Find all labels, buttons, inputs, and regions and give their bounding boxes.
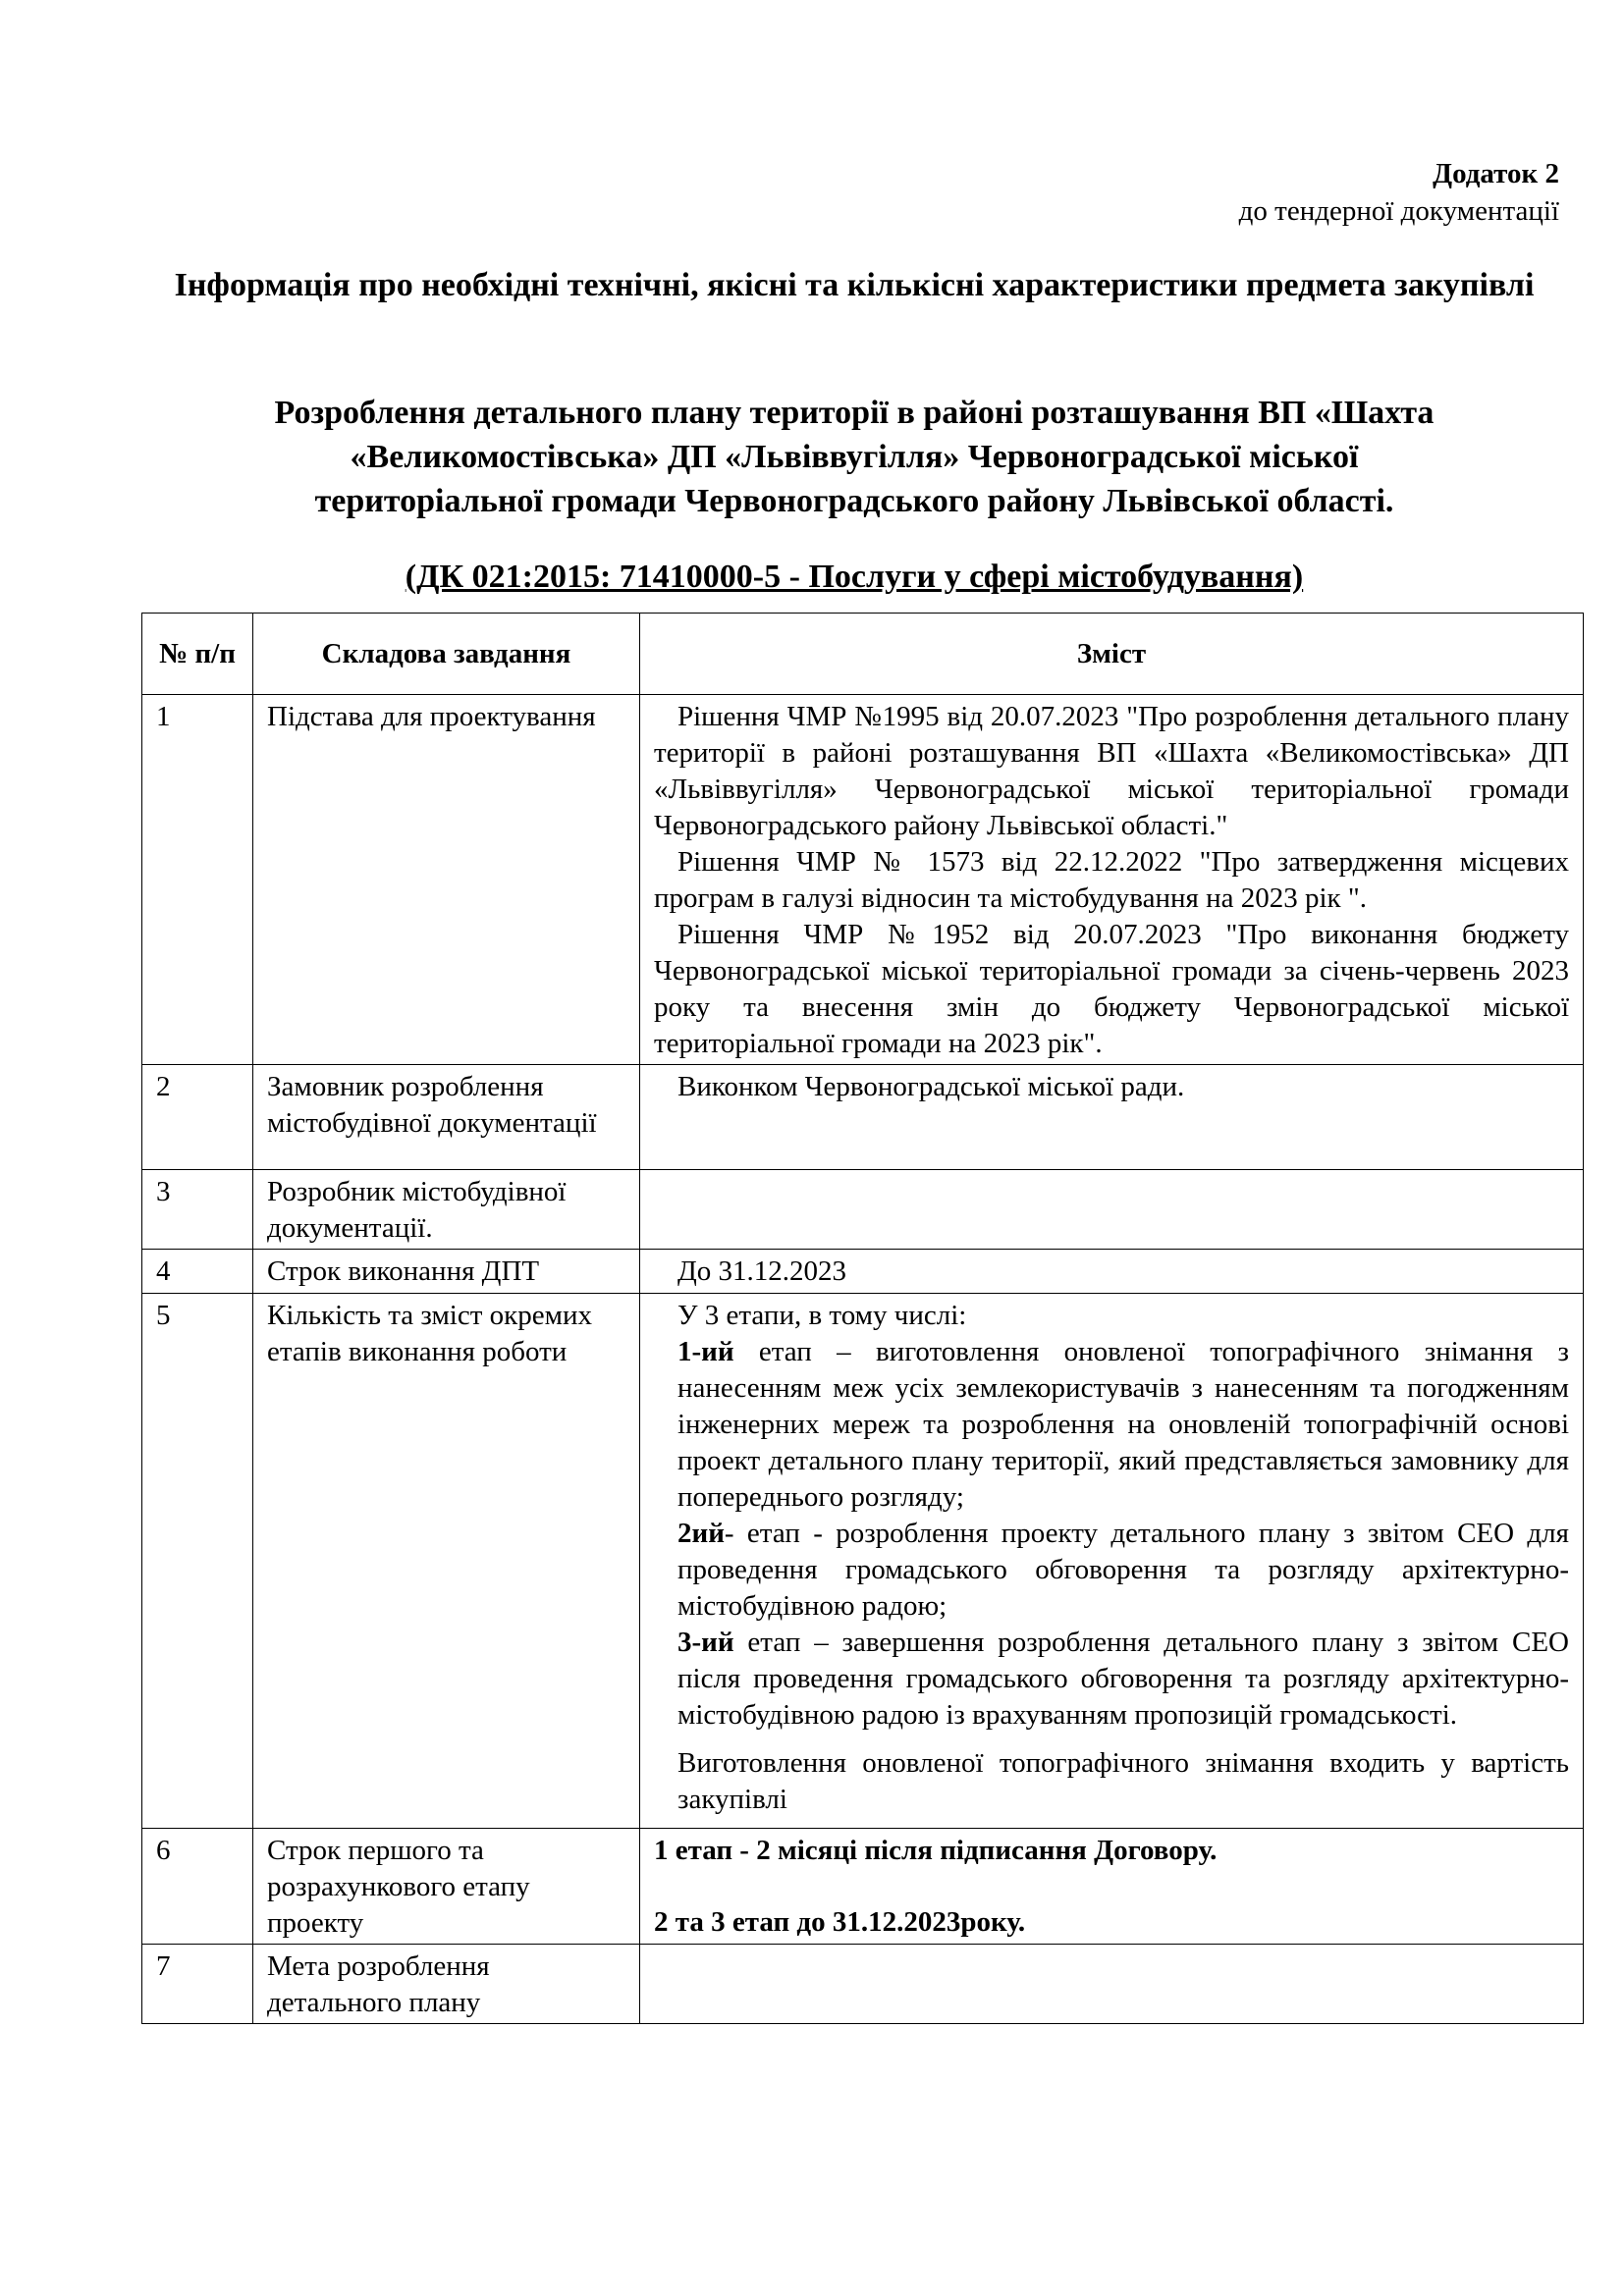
stage-item — [654, 1625, 1569, 1734]
row-number: 6 — [142, 1829, 253, 1945]
row-content — [640, 1170, 1584, 1250]
row-content — [640, 1250, 1584, 1294]
row-component: Мета розроблення детального плану — [253, 1945, 640, 2024]
stage-label: 1-ий — [677, 1336, 734, 1367]
table-row — [142, 1829, 1584, 1945]
row-component: Розробник містобудівної документації. — [253, 1170, 640, 1250]
stage-text: - етап - розроблення проекту детального плану з звітом СЕО для проведення громадського обговорення та розгляду архітектурно-містобудівною радою; — [677, 1518, 1569, 1622]
addendum-subtitle: до тендерної документації — [1238, 195, 1559, 227]
row-number: 5 — [142, 1294, 253, 1829]
row-number: 4 — [142, 1250, 253, 1294]
row-component: Строк виконання ДПТ — [253, 1250, 640, 1294]
addendum-note — [1239, 155, 1559, 230]
row-number: 3 — [142, 1170, 253, 1250]
row-component: Замовник розроблення містобудівної документації — [253, 1065, 640, 1170]
subject-line: Розроблення детального плану території в районі розташування ВП «Шахта — [274, 395, 1435, 431]
row-component: Підстава для проектування — [253, 695, 640, 1065]
procurement-subject — [137, 391, 1571, 523]
subject-line: «Великомостівська» ДП «Львіввугілля» Червоноградської міської — [350, 439, 1359, 475]
stage-text: етап – завершення розроблення детального плану з звітом СЕО після проведення громадського обговорення та розгляду архітектурно-містобудівною радою із врахуванням пропозицій громадськості. — [677, 1627, 1569, 1731]
content-paragraph: Виконком Червоноградської міської ради. — [677, 1071, 1185, 1102]
stage-label: 2ий — [677, 1518, 725, 1549]
row-content — [640, 1829, 1584, 1945]
dk-classification: (ДК 021:2015: 71410000-5 - Послуги у сфері містобудування) — [405, 559, 1304, 595]
content-paragraph: До 31.12.2023 — [677, 1255, 847, 1287]
content-paragraph: Рішення ЧМР №1995 від 20.07.2023 "Про розроблення детального плану території в районі розташування ВП «Шахта «Великомостівська» ДП «Львіввугілля» Червоноградської міської територіальної громади Червоноградського району Львівської області." — [654, 701, 1569, 841]
requirements-table — [141, 613, 1584, 2024]
table-row — [142, 1065, 1584, 1170]
table-row — [142, 1945, 1584, 2024]
stage-text: етап – виготовлення оновленої топографічного знімання з нанесенням меж усіх землекористувачів з нанесенням та погодженням інженерних мереж та розроблення на оновленій топографічній основі проект детального плану території, який представляється замовнику для попереднього розгляду; — [677, 1336, 1569, 1513]
stage-label: 3-ий — [677, 1627, 734, 1658]
content-paragraph: Рішення ЧМР № 1573 від 22.12.2022 "Про затвердження місцевих програм в галузі відносин та містобудування на 2023 рік ". — [654, 846, 1569, 914]
row-content — [640, 1065, 1584, 1170]
row-component: Кількість та зміст окремих етапів виконання роботи — [253, 1294, 640, 1829]
row-number: 7 — [142, 1945, 253, 2024]
content-paragraph: Рішення ЧМР №1952 від 20.07.2023 "Про виконання бюджету Червоноградської міської територіальної громади за січень-червень 2023 року та внесення змін до бюджету Червоноградської міської територіальної громади на 2023 рік". — [654, 919, 1569, 1059]
table-row — [142, 695, 1584, 1065]
row-number: 1 — [142, 695, 253, 1065]
header-component: Складова завдання — [253, 614, 640, 695]
stages-intro: У 3 етапи, в тому числі: — [677, 1300, 967, 1331]
header-content: Зміст — [640, 614, 1584, 695]
header-num: № п/п — [142, 614, 253, 695]
table-row — [142, 1294, 1584, 1829]
row-content — [640, 1945, 1584, 2024]
row-number: 2 — [142, 1065, 253, 1170]
document-title: Інформація про необхідні технічні, якісні та кількісні характеристики предмета закупівлі — [174, 267, 1535, 303]
subject-line: територіальної громади Червоноградського району Львівської області. — [314, 483, 1394, 519]
stage-note: Виготовлення оновленої топографічного знімання входить у вартість закупівлі — [677, 1747, 1569, 1815]
stage-item — [654, 1334, 1569, 1516]
table-header-row — [142, 614, 1584, 695]
table-row — [142, 1250, 1584, 1294]
deadline-line: 1 етап - 2 місяці після підписання Договору. — [654, 1835, 1218, 1866]
row-component: Строк першого та розрахункового етапу проекту — [253, 1829, 640, 1945]
stage-item — [654, 1516, 1569, 1625]
row-content — [640, 1294, 1584, 1829]
table-row — [142, 1170, 1584, 1250]
deadline-line: 2 та 3 етап до 31.12.2023року. — [654, 1906, 1026, 1938]
addendum-title: Додаток 2 — [1433, 158, 1559, 189]
row-content — [640, 695, 1584, 1065]
